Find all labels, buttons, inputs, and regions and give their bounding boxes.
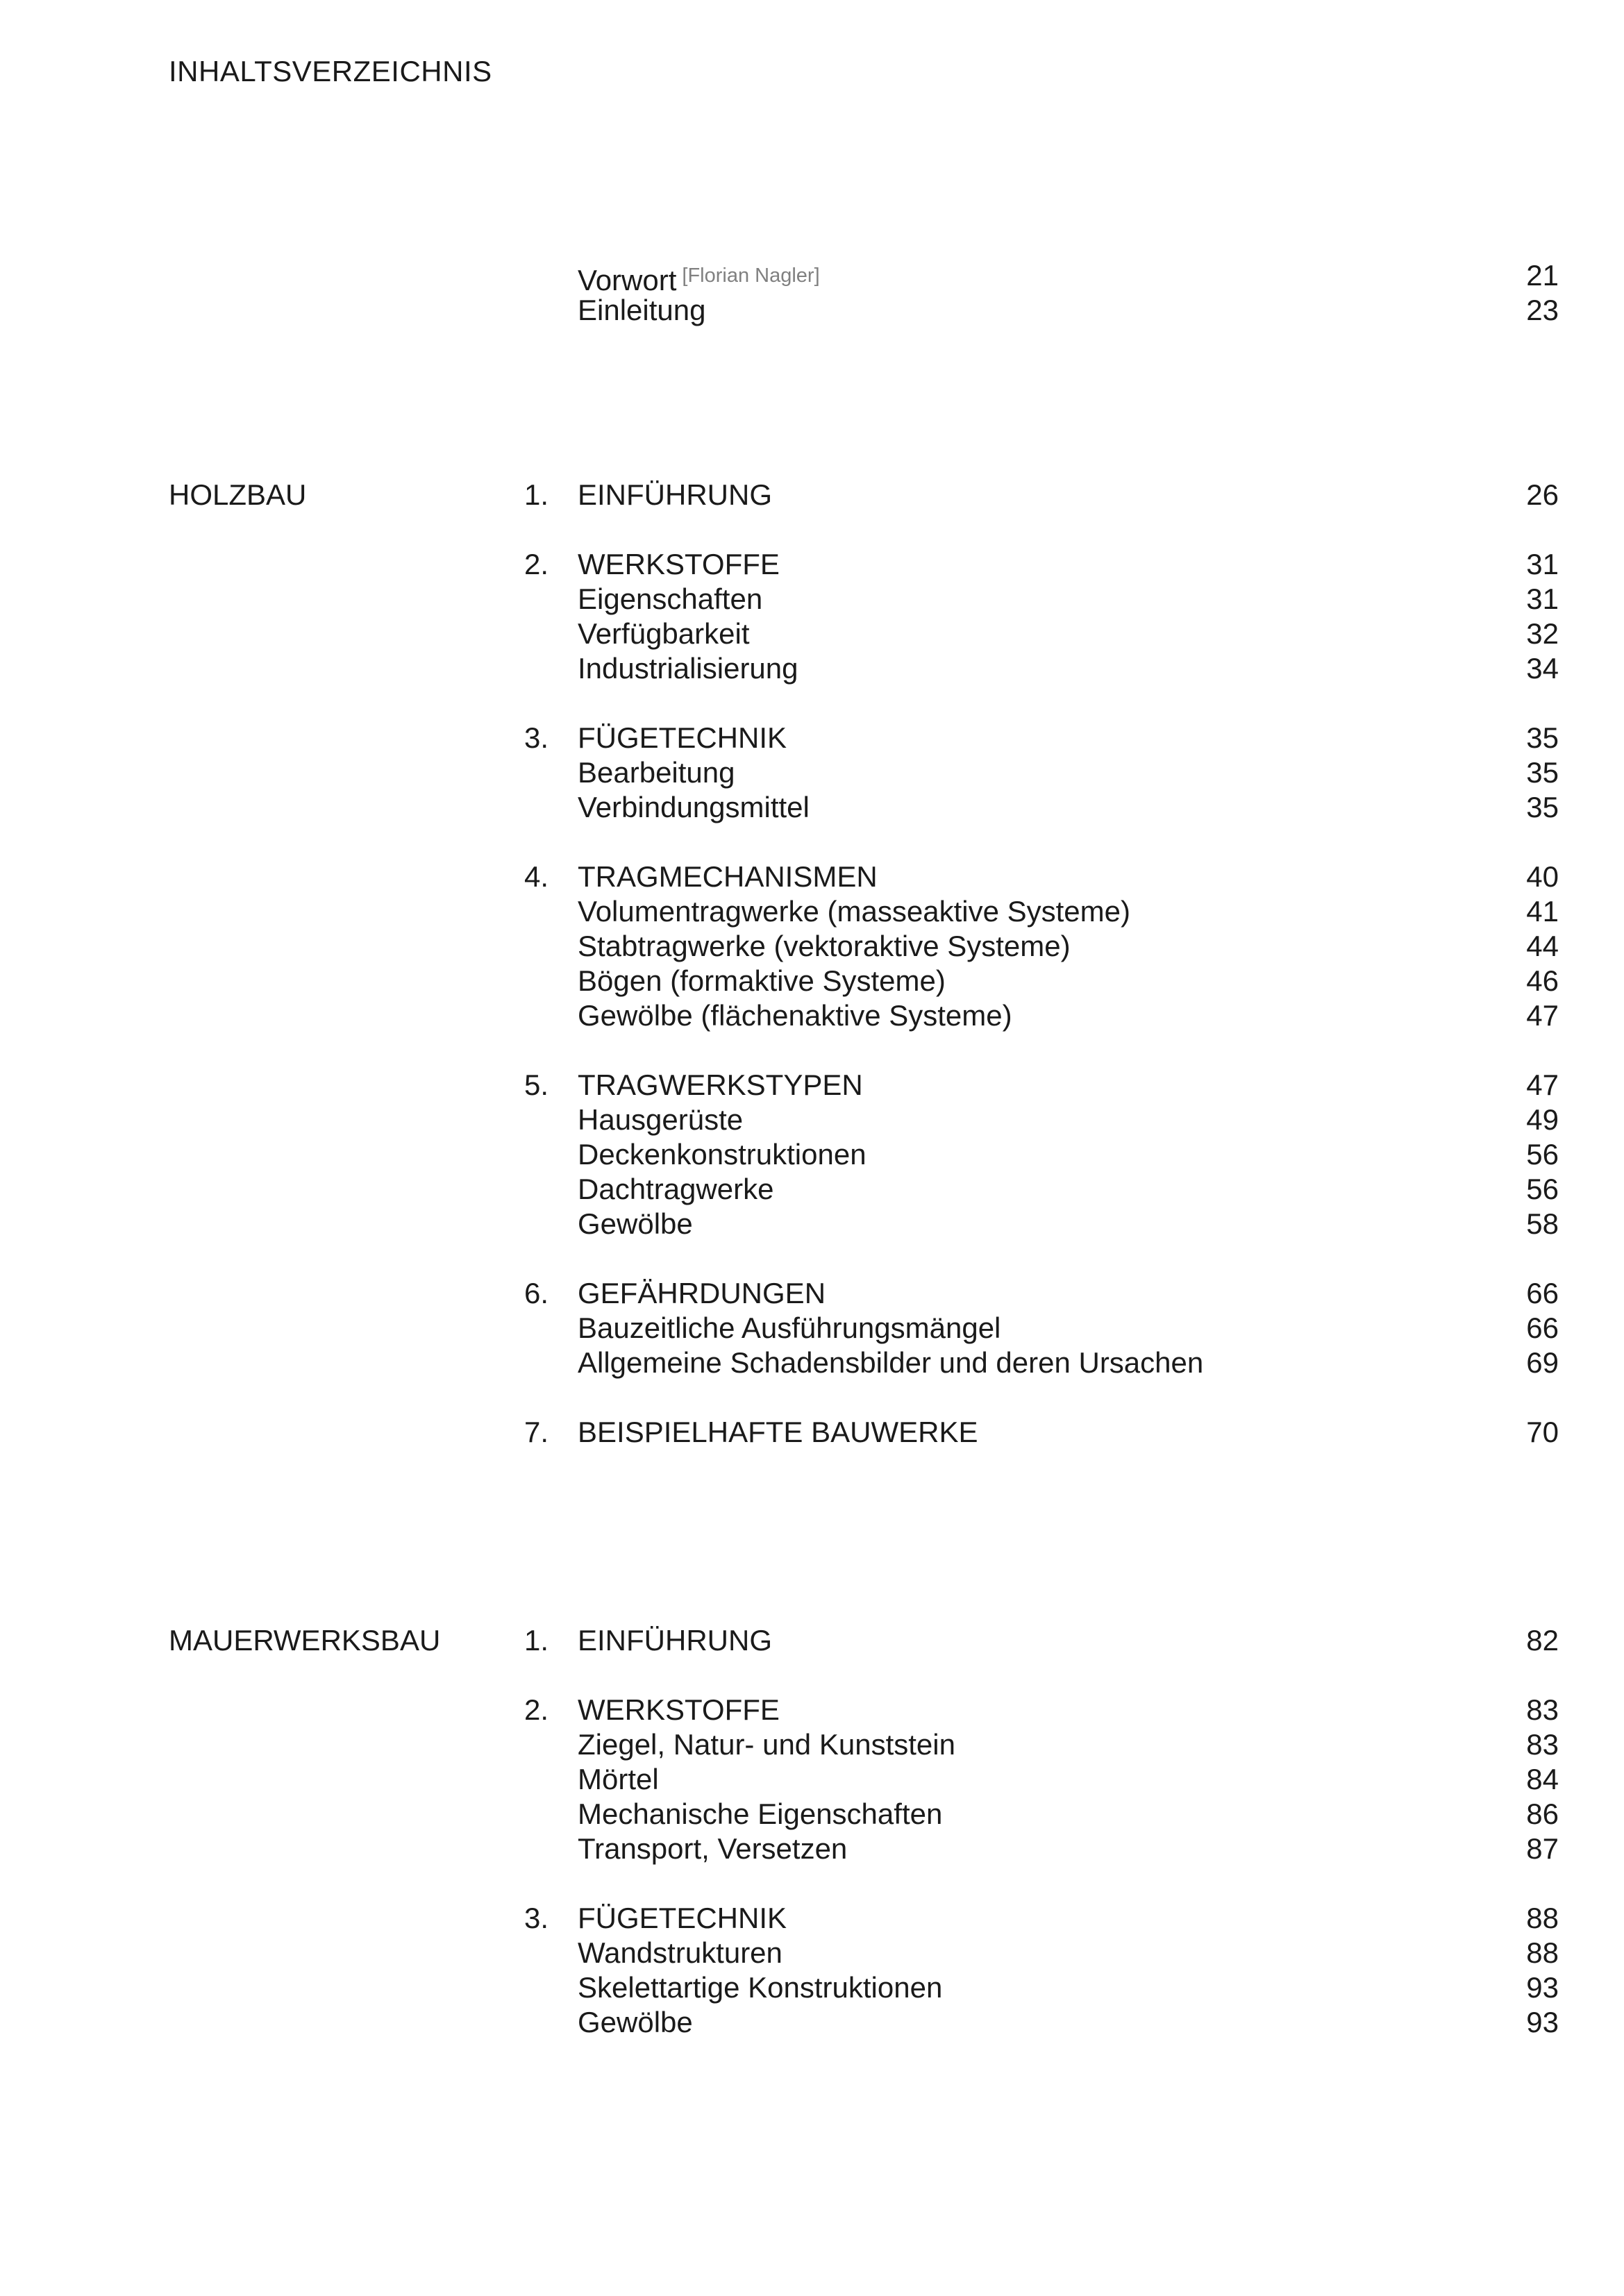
- section-title: Stabtragwerke (vektoraktive Systeme): [578, 930, 1071, 962]
- chapter: [524, 1623, 1559, 1658]
- chapter-title: EINFÜHRUNG: [578, 478, 772, 511]
- section-title: Wandstrukturen: [578, 1936, 782, 1969]
- section-title: Deckenkonstruktionen: [578, 1138, 867, 1171]
- chapter-number: 3.: [524, 721, 549, 754]
- page-number: 56: [1526, 1138, 1559, 1171]
- section-entry[interactable]: [524, 998, 1559, 1033]
- chapter-title: FÜGETECHNIK: [578, 1902, 787, 1934]
- section-entry[interactable]: [524, 929, 1559, 964]
- section-title: Mörtel: [578, 1763, 659, 1795]
- page-number: 31: [1526, 583, 1559, 615]
- chapter-number: 1.: [524, 1624, 549, 1657]
- page-number: 83: [1526, 1693, 1559, 1726]
- chapter-title: BEISPIELHAFTE BAUWERKE: [578, 1416, 978, 1448]
- chapter-heading[interactable]: [524, 1276, 1559, 1311]
- page-number: 26: [1526, 478, 1559, 511]
- chapter: [524, 721, 1559, 825]
- section-entry[interactable]: [524, 1797, 1559, 1832]
- chapter-number: 3.: [524, 1902, 549, 1934]
- page-number: 69: [1526, 1346, 1559, 1379]
- chapter: [524, 547, 1559, 686]
- section-entry[interactable]: [524, 651, 1559, 686]
- entry-title: Einleitung: [578, 294, 706, 326]
- section-entry[interactable]: [524, 1762, 1559, 1797]
- section-entry[interactable]: [524, 790, 1559, 825]
- chapter-number: 5.: [524, 1069, 549, 1101]
- section-title: Bögen (formaktive Systeme): [578, 964, 946, 997]
- page-number: 84: [1526, 1763, 1559, 1795]
- chapter: [524, 1068, 1559, 1241]
- page-number: 47: [1526, 1069, 1559, 1101]
- section-title: Mechanische Eigenschaften: [578, 1798, 943, 1830]
- page-number: 32: [1526, 617, 1559, 650]
- chapter-number: 7.: [524, 1416, 549, 1448]
- section-entry[interactable]: [524, 1137, 1559, 1172]
- chapter-heading[interactable]: [524, 547, 1559, 582]
- part-label: MAUERWERKSBAU: [169, 1624, 441, 1657]
- chapter-heading[interactable]: [524, 478, 1559, 512]
- chapter: [524, 1415, 1559, 1450]
- section-entry[interactable]: [524, 1832, 1559, 1866]
- chapter-number: 1.: [524, 478, 549, 511]
- page-number: 35: [1526, 721, 1559, 754]
- section-title: Volumentragwerke (masseaktive Systeme): [578, 895, 1130, 928]
- page-number: 82: [1526, 1624, 1559, 1657]
- chapter-title: TRAGMECHANISMEN: [578, 860, 878, 893]
- page-number: 66: [1526, 1277, 1559, 1309]
- page-number: 70: [1526, 1416, 1559, 1448]
- chapter: [524, 1276, 1559, 1380]
- part-label: HOLZBAU: [169, 478, 307, 511]
- section-entry[interactable]: [524, 582, 1559, 617]
- section-title: Eigenschaften: [578, 583, 763, 615]
- section-title: Verfügbarkeit: [578, 617, 750, 650]
- page-number: 87: [1526, 1832, 1559, 1865]
- section-entry[interactable]: [524, 1346, 1559, 1380]
- chapter-title: WERKSTOFFE: [578, 548, 780, 580]
- entry-author: [Florian Nagler]: [682, 265, 820, 287]
- section-title: Bauzeitliche Ausführungsmängel: [578, 1312, 1001, 1344]
- chapter-title: FÜGETECHNIK: [578, 721, 787, 754]
- section-title: Gewölbe: [578, 2006, 693, 2038]
- chapter-heading[interactable]: [524, 1415, 1559, 1450]
- section-title: Allgemeine Schadensbilder und deren Ursachen: [578, 1346, 1204, 1379]
- section-entry[interactable]: [524, 1727, 1559, 1762]
- section-entry[interactable]: [524, 755, 1559, 790]
- page-number: 44: [1526, 930, 1559, 962]
- section-title: Verbindungsmittel: [578, 791, 810, 823]
- page-number: 93: [1526, 2006, 1559, 2038]
- chapter: [524, 860, 1559, 1033]
- section-entry[interactable]: [524, 1172, 1559, 1207]
- section-title: Transport, Versetzen: [578, 1832, 848, 1865]
- chapter-number: 2.: [524, 548, 549, 580]
- page-number: 88: [1526, 1936, 1559, 1969]
- section-entry[interactable]: [524, 1970, 1559, 2005]
- section-title: Industrialisierung: [578, 652, 798, 685]
- chapter-list: [524, 1623, 1559, 2075]
- toc-entry-vorwort[interactable]: [578, 258, 1559, 296]
- page-number: 56: [1526, 1173, 1559, 1205]
- section-entry[interactable]: [524, 1936, 1559, 1970]
- page-number: 58: [1526, 1207, 1559, 1240]
- page-number: 47: [1526, 999, 1559, 1032]
- page-number: 40: [1526, 860, 1559, 893]
- chapter: [524, 1901, 1559, 2040]
- page-number: 35: [1526, 756, 1559, 789]
- page-number: 21: [1526, 259, 1559, 292]
- page-number: 35: [1526, 791, 1559, 823]
- page-number: 66: [1526, 1312, 1559, 1344]
- toc-entry-einleitung[interactable]: [578, 293, 1559, 328]
- page-number: 46: [1526, 964, 1559, 997]
- page-number: 83: [1526, 1728, 1559, 1761]
- chapter-number: 4.: [524, 860, 549, 893]
- section-title: Gewölbe: [578, 1207, 693, 1240]
- chapter-heading[interactable]: [524, 1693, 1559, 1727]
- section-entry[interactable]: [524, 1207, 1559, 1241]
- page-number: 86: [1526, 1798, 1559, 1830]
- section-entry[interactable]: [524, 1311, 1559, 1346]
- chapter-number: 2.: [524, 1693, 549, 1726]
- section-title: Skelettartige Konstruktionen: [578, 1971, 943, 2004]
- chapter-list: [524, 478, 1559, 1484]
- page-number: 88: [1526, 1902, 1559, 1934]
- section-title: Hausgerüste: [578, 1103, 744, 1136]
- chapter-title: EINFÜHRUNG: [578, 1624, 772, 1657]
- front-matter-list: [578, 258, 1559, 328]
- chapter-number: 6.: [524, 1277, 549, 1309]
- chapter: [524, 1693, 1559, 1866]
- chapter-heading[interactable]: [524, 1068, 1559, 1103]
- chapter: [524, 478, 1559, 512]
- chapter-heading[interactable]: [524, 721, 1559, 755]
- chapter-heading[interactable]: [524, 860, 1559, 894]
- section-title: Gewölbe (flächenaktive Systeme): [578, 999, 1012, 1032]
- section-entry[interactable]: [524, 964, 1559, 998]
- page-number: 34: [1526, 652, 1559, 685]
- chapter-heading[interactable]: [524, 1623, 1559, 1658]
- section-entry[interactable]: [524, 1103, 1559, 1137]
- section-title: Dachtragwerke: [578, 1173, 774, 1205]
- chapter-heading[interactable]: [524, 1901, 1559, 1936]
- chapter-title: GEFÄHRDUNGEN: [578, 1277, 826, 1309]
- section-entry[interactable]: [524, 2005, 1559, 2040]
- chapter-title: TRAGWERKSTYPEN: [578, 1069, 863, 1101]
- page-number: 23: [1526, 294, 1559, 326]
- page-number: 41: [1526, 895, 1559, 928]
- page-number: 49: [1526, 1103, 1559, 1136]
- section-title: Bearbeitung: [578, 756, 735, 789]
- section-entry[interactable]: [524, 617, 1559, 651]
- section-title: Ziegel, Natur- und Kunststein: [578, 1728, 955, 1761]
- page-number: 31: [1526, 548, 1559, 580]
- page-title: INHALTSVERZEICHNIS: [169, 55, 492, 87]
- entry-title: Vorwort: [578, 264, 677, 296]
- page-number: 93: [1526, 1971, 1559, 2004]
- section-entry[interactable]: [524, 894, 1559, 929]
- chapter-title: WERKSTOFFE: [578, 1693, 780, 1726]
